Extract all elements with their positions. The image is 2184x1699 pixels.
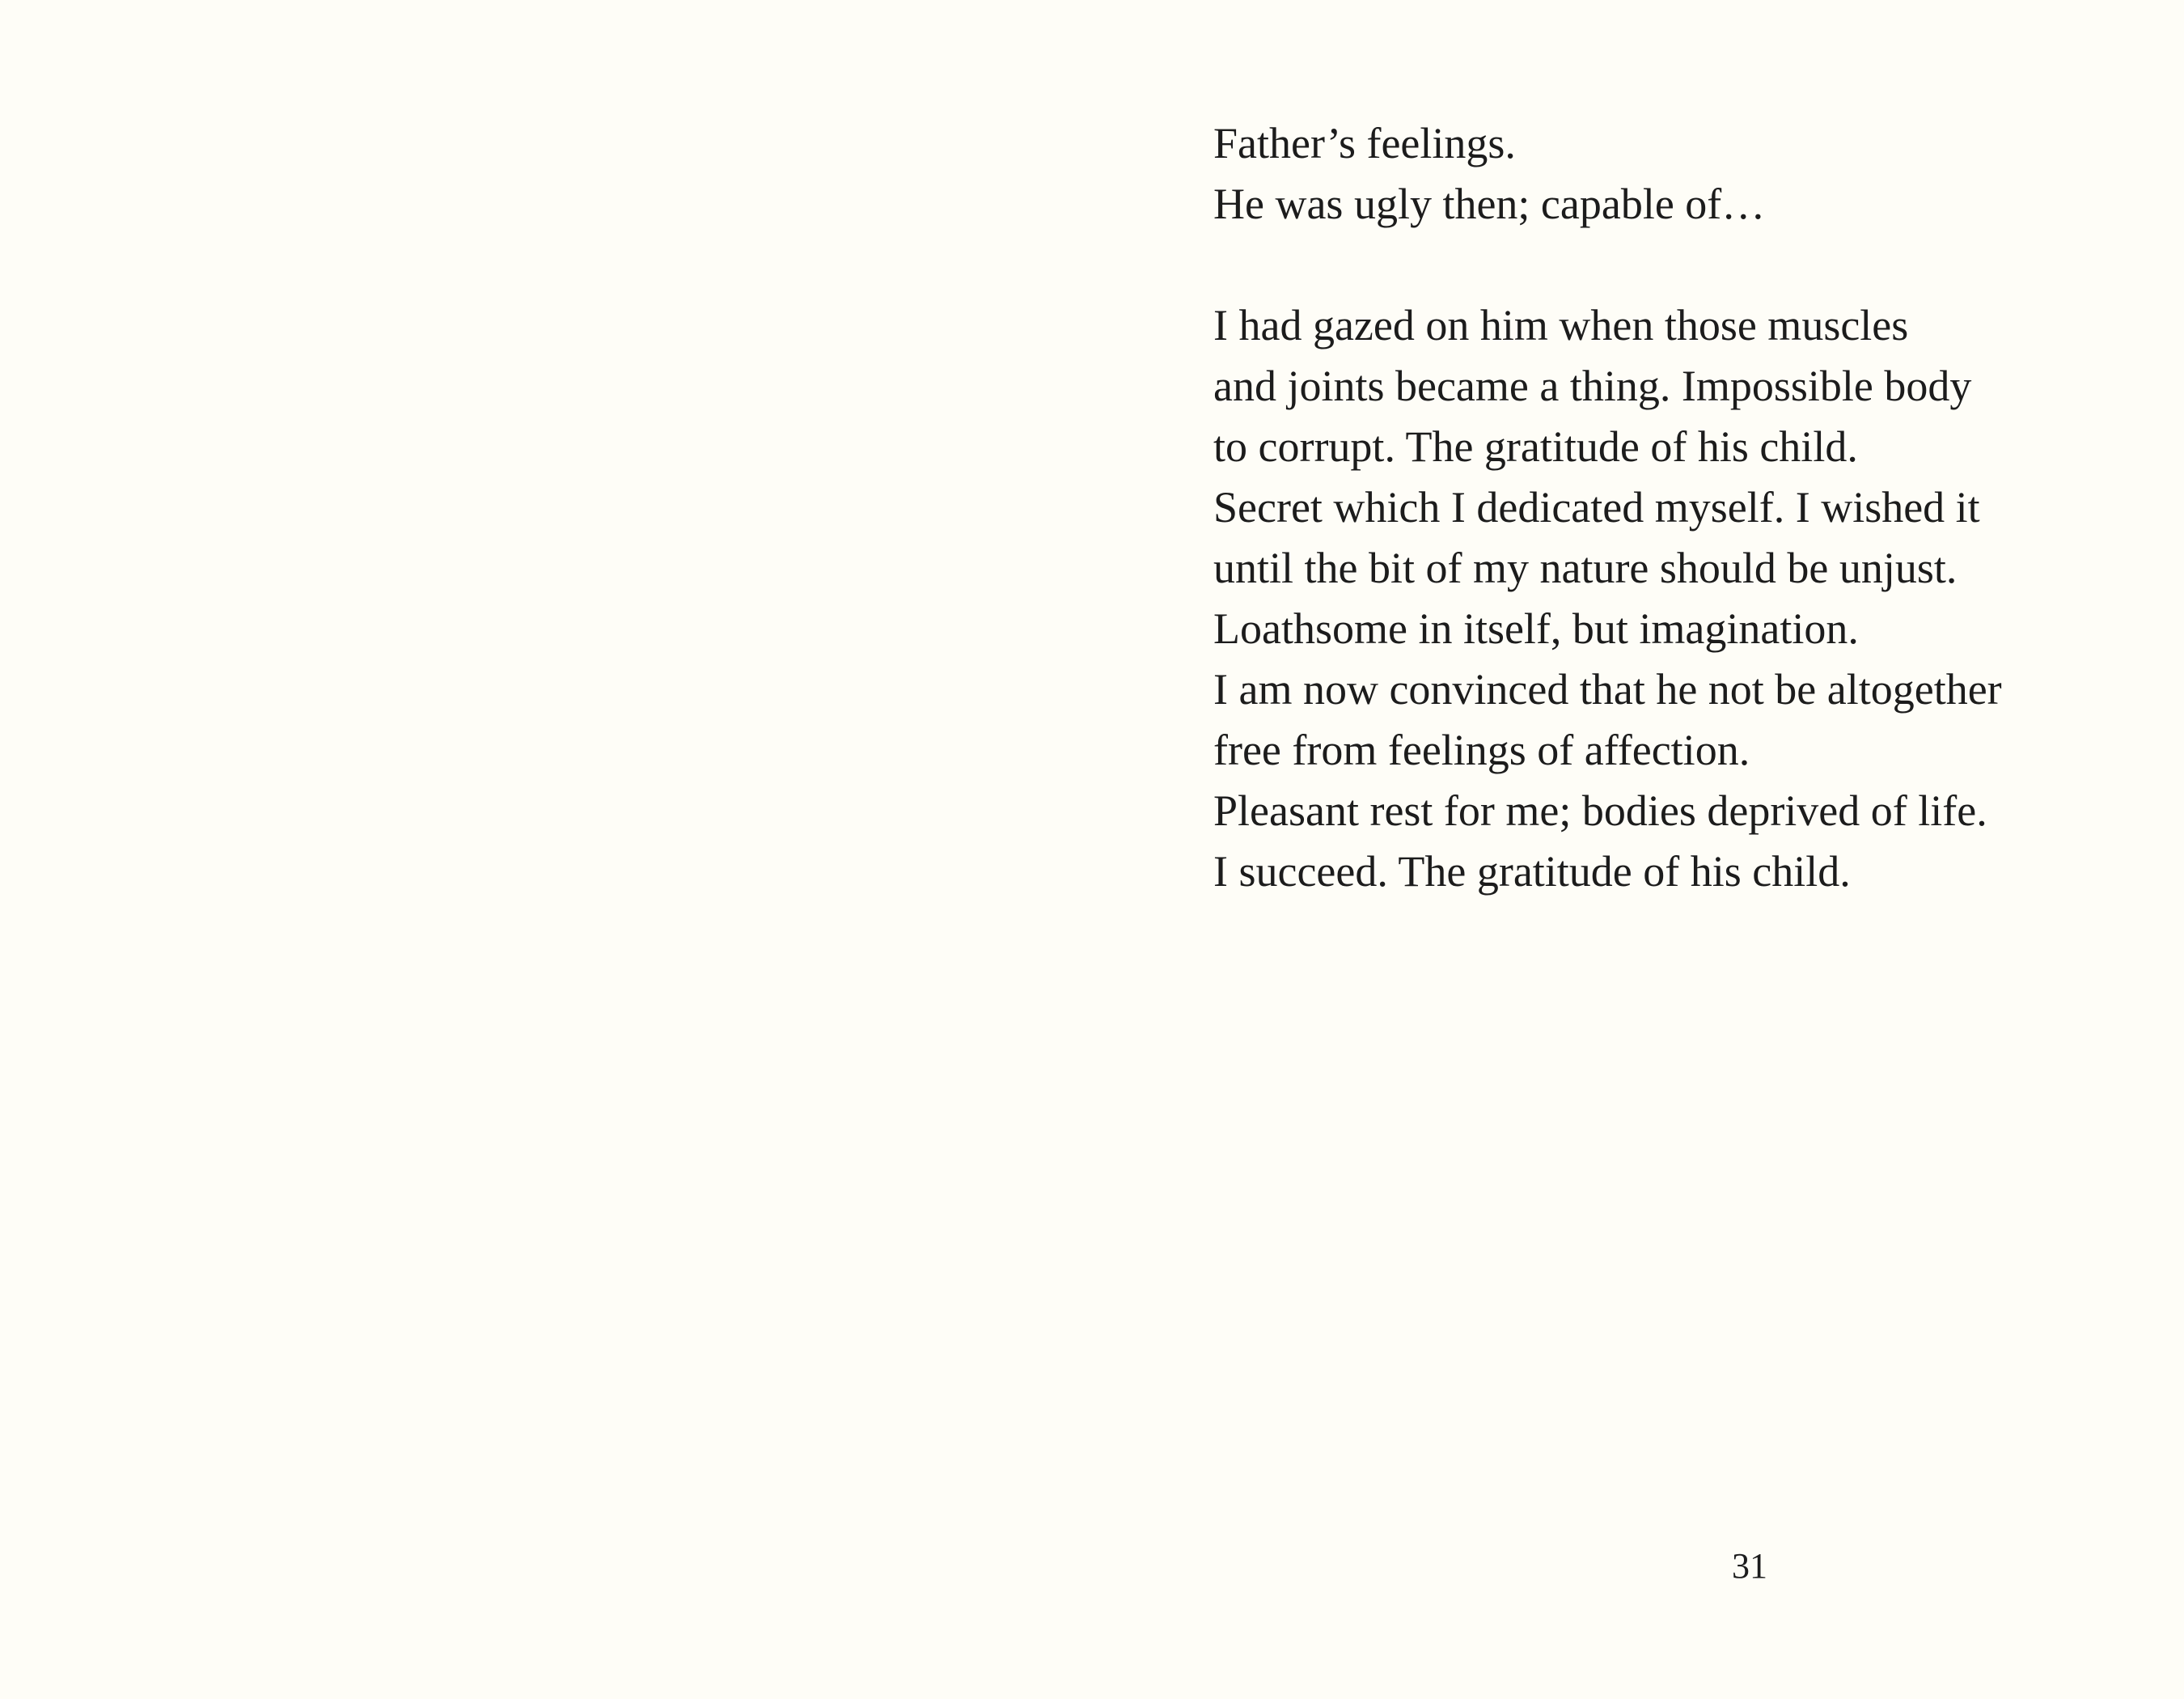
poem-line: I had gazed on him when those muscles xyxy=(1213,301,1909,350)
poem-line: He was ugly then; capable of… xyxy=(1213,180,1766,228)
poem-line: Pleasant rest for me; bodies deprived of life. xyxy=(1213,786,1987,835)
poem-text xyxy=(1213,113,2144,902)
poem-line: I succeed. The gratitude of his child. xyxy=(1213,847,1851,896)
poem-line: to corrupt. The gratitude of his child. xyxy=(1213,422,1858,471)
poem-line: and joints became a thing. Impossible body xyxy=(1213,362,1972,410)
poem-line: I am now convinced that he not be altogether xyxy=(1213,665,2002,714)
poem-line: Father’s feelings. xyxy=(1213,119,1516,167)
stanza-1 xyxy=(1213,113,2144,235)
page-number: 31 xyxy=(1732,1546,1767,1586)
right-page xyxy=(1092,0,2184,1699)
poem-line: Secret which I dedicated myself. I wished it xyxy=(1213,483,1980,532)
poem-line: until the bit of my nature should be unjust. xyxy=(1213,544,1958,592)
poem-line: free from feelings of affection. xyxy=(1213,726,1750,774)
stanza-2 xyxy=(1213,295,2144,902)
poem-line: Loathsome in itself, but imagination. xyxy=(1213,604,1859,653)
